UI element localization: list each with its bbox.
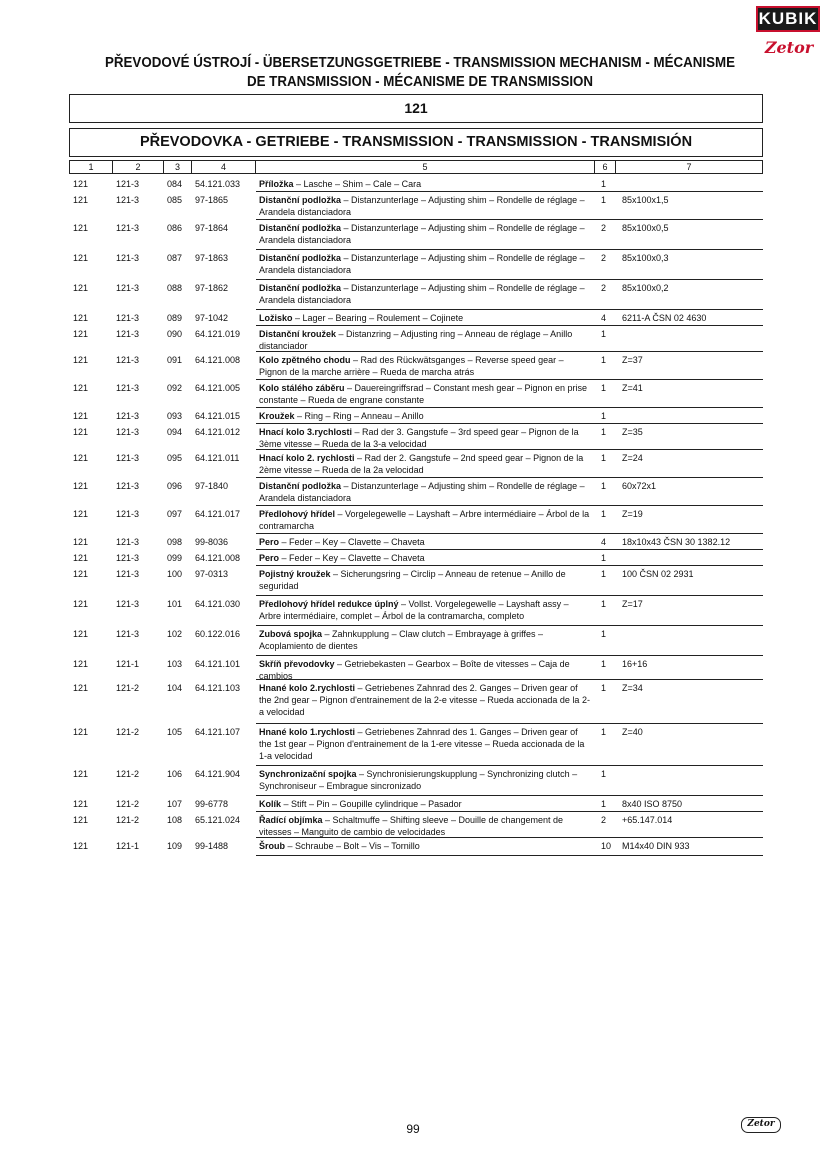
part-number-cell: 64.121.030 xyxy=(195,599,241,609)
subgroup-cell: 121-3 xyxy=(116,179,140,189)
quantity-cell: 1 xyxy=(601,383,607,393)
note-cell: M14x40 DIN 933 xyxy=(622,841,690,851)
subgroup-cell: 121-3 xyxy=(116,509,140,519)
col-header-5: 5 xyxy=(256,161,595,173)
position-cell: 085 xyxy=(167,195,183,205)
description-czech: Synchronizační spojka xyxy=(259,769,357,779)
description-translations: – Synchronisierungskupplung – Synchronizing clutch – Synchroniseur – Embrague sincronizado xyxy=(259,769,578,791)
subgroup-cell: 121-3 xyxy=(116,223,140,233)
quantity-cell: 1 xyxy=(601,683,607,693)
subgroup-cell: 121-3 xyxy=(116,569,140,579)
description-czech: Distanční podložka xyxy=(259,253,342,263)
quantity-cell: 2 xyxy=(601,815,607,825)
table-row xyxy=(69,280,763,310)
description-cell xyxy=(259,222,591,246)
position-cell: 084 xyxy=(167,179,183,189)
footer-zetor-logo: Zetor xyxy=(741,1117,781,1133)
description-cell xyxy=(259,628,591,652)
note-cell: 85x100x0,5 xyxy=(622,223,669,233)
description-translations: – Distanzring – Adjusting ring – Anneau de réglage – Anillo distanciador xyxy=(259,329,573,351)
position-cell: 101 xyxy=(167,599,183,609)
note-cell: 85x100x1,5 xyxy=(622,195,669,205)
page-number: 99 xyxy=(406,1122,420,1136)
table-row xyxy=(69,176,763,192)
quantity-cell: 1 xyxy=(601,553,607,563)
note-cell: Z=17 xyxy=(622,599,643,609)
group-cell: 121 xyxy=(73,481,89,491)
table-row xyxy=(69,656,763,680)
table-row xyxy=(69,424,763,450)
part-number-cell: 97-1042 xyxy=(195,313,229,323)
description-czech: Kolík xyxy=(259,799,282,809)
position-cell: 102 xyxy=(167,629,183,639)
quantity-cell: 1 xyxy=(601,329,607,339)
subgroup-cell: 121-3 xyxy=(116,599,140,609)
subgroup-cell: 121-2 xyxy=(116,815,140,825)
description-translations: – Rad des Rückwätsganges – Reverse speed gear – Pignon de la marche arrière – Rueda de marcha atrás xyxy=(259,355,564,377)
subgroup-cell: 121-3 xyxy=(116,355,140,365)
quantity-cell: 1 xyxy=(601,769,607,779)
group-cell: 121 xyxy=(73,179,89,189)
part-number-cell: 64.121.008 xyxy=(195,355,241,365)
position-cell: 103 xyxy=(167,659,183,669)
table-row xyxy=(69,724,763,766)
note-cell: 16+16 xyxy=(622,659,648,669)
description-translations: – Distanzunterlage – Adjusting shim – Rondelle de réglage – Arandela distanciadora xyxy=(259,195,585,217)
position-cell: 106 xyxy=(167,769,183,779)
note-cell: 100 ČSN 02 2931 xyxy=(622,569,694,579)
table-row xyxy=(69,326,763,352)
table-row xyxy=(69,812,763,838)
note-cell: Z=35 xyxy=(622,427,643,437)
description-cell xyxy=(259,726,591,762)
description-translations: – Sicherungsring – Circlip – Anneau de retenue – Anillo de seguridad xyxy=(259,569,566,591)
description-cell xyxy=(259,798,591,810)
note-cell: Z=24 xyxy=(622,453,643,463)
subgroup-cell: 121-3 xyxy=(116,453,140,463)
col-header-2: 2 xyxy=(113,161,164,173)
description-translations: – Feder – Key – Clavette – Chaveta xyxy=(279,553,425,563)
quantity-cell: 1 xyxy=(601,453,607,463)
parts-table xyxy=(69,176,763,856)
quantity-cell: 2 xyxy=(601,253,607,263)
group-cell: 121 xyxy=(73,769,89,779)
note-cell: 60x72x1 xyxy=(622,481,657,491)
description-translations: – Vorgelegewelle – Layshaft – Arbre intermédiaire – Árbol de la contramarcha xyxy=(259,509,590,531)
table-row xyxy=(69,626,763,656)
quantity-cell: 1 xyxy=(601,509,607,519)
quantity-cell: 1 xyxy=(601,411,607,421)
description-cell xyxy=(259,312,591,324)
subgroup-cell: 121-2 xyxy=(116,683,140,693)
description-cell xyxy=(259,568,591,592)
group-cell: 121 xyxy=(73,283,89,293)
quantity-cell: 1 xyxy=(601,355,607,365)
description-translations: – Distanzunterlage – Adjusting shim – Rondelle de réglage – Arandela distanciadora xyxy=(259,481,585,503)
subgroup-cell: 121-3 xyxy=(116,383,140,393)
quantity-cell: 1 xyxy=(601,659,607,669)
position-cell: 105 xyxy=(167,727,183,737)
part-number-cell: 64.121.107 xyxy=(195,727,241,737)
note-cell: Z=40 xyxy=(622,727,643,737)
position-cell: 100 xyxy=(167,569,183,579)
subgroup-cell: 121-3 xyxy=(116,283,140,293)
table-row xyxy=(69,310,763,326)
note-cell: 18x10x43 ČSN 30 1382.12 xyxy=(622,537,731,547)
group-cell: 121 xyxy=(73,569,89,579)
description-translations: – Rad der 3. Gangstufe – 3rd speed gear – Pignon de la 3ème vitesse – Rueda de la 3-a velocidad xyxy=(259,427,579,449)
description-cell xyxy=(259,452,591,476)
section-subtitle: PŘEVODOVKA - GETRIEBE - TRANSMISSION - TRANSMISSION - TRANSMISIÓN xyxy=(69,128,763,157)
table-row xyxy=(69,408,763,424)
position-cell: 089 xyxy=(167,313,183,323)
description-translations: – Schraube – Bolt – Vis – Tornillo xyxy=(285,841,420,851)
description-cell xyxy=(259,178,591,190)
subgroup-cell: 121-3 xyxy=(116,411,140,421)
description-czech: Distanční podložka xyxy=(259,481,342,491)
quantity-cell: 1 xyxy=(601,629,607,639)
description-czech: Předlohový hřídel xyxy=(259,509,336,519)
position-cell: 095 xyxy=(167,453,183,463)
note-cell: Z=37 xyxy=(622,355,643,365)
subgroup-cell: 121-2 xyxy=(116,727,140,737)
position-cell: 098 xyxy=(167,537,183,547)
quantity-cell: 2 xyxy=(601,283,607,293)
position-cell: 097 xyxy=(167,509,183,519)
description-czech: Kolo stálého záběru xyxy=(259,383,345,393)
table-row xyxy=(69,566,763,596)
group-cell: 121 xyxy=(73,313,89,323)
table-row xyxy=(69,766,763,796)
subgroup-cell: 121-3 xyxy=(116,195,140,205)
description-translations: – Feder – Key – Clavette – Chaveta xyxy=(279,537,425,547)
description-czech: Distanční podložka xyxy=(259,223,342,233)
row-divider xyxy=(256,855,763,856)
group-cell: 121 xyxy=(73,599,89,609)
quantity-cell: 1 xyxy=(601,799,607,809)
group-cell: 121 xyxy=(73,329,89,339)
col-header-4: 4 xyxy=(192,161,256,173)
part-number-cell: 64.121.015 xyxy=(195,411,241,421)
description-cell xyxy=(259,536,591,548)
part-number-cell: 97-1864 xyxy=(195,223,229,233)
group-cell: 121 xyxy=(73,355,89,365)
description-translations: – Vollst. Vorgelegewelle – Layshaft assy – Arbre intermédiaire, complet – Árbol de la contramarcha, completo xyxy=(259,599,569,621)
description-translations: – Zahnkupplung – Claw clutch – Embrayage à griffes – Acoplamiento de dientes xyxy=(259,629,543,651)
group-cell: 121 xyxy=(73,253,89,263)
description-czech: Distanční podložka xyxy=(259,195,342,205)
description-czech: Řadící objímka xyxy=(259,815,323,825)
position-cell: 086 xyxy=(167,223,183,233)
subgroup-cell: 121-3 xyxy=(116,313,140,323)
quantity-cell: 1 xyxy=(601,599,607,609)
note-cell: 85x100x0,2 xyxy=(622,283,669,293)
table-row xyxy=(69,450,763,478)
description-translations: – Getriebenes Zahnrad des 2. Ganges – Driven gear of the 2nd gear – Pignon d'entrainement de la 2-e vitesse – Rueda accionada de la 2-a velocidad xyxy=(259,683,590,717)
description-czech: Distanční podložka xyxy=(259,283,342,293)
description-czech: Hnací kolo 2. rychlosti xyxy=(259,453,355,463)
group-cell: 121 xyxy=(73,453,89,463)
group-cell: 121 xyxy=(73,509,89,519)
description-czech: Ložisko xyxy=(259,313,293,323)
description-cell xyxy=(259,354,591,378)
subgroup-cell: 121-3 xyxy=(116,427,140,437)
description-cell xyxy=(259,840,591,852)
subgroup-cell: 121-2 xyxy=(116,799,140,809)
group-cell: 121 xyxy=(73,553,89,563)
table-row xyxy=(69,478,763,506)
description-cell xyxy=(259,682,591,718)
quantity-cell: 1 xyxy=(601,569,607,579)
description-translations: – Getriebenes Zahnrad des 1. Ganges – Driven gear of the 1st gear – Pignon d'entrainement de la 1-ere vitesse – Rueda accionada de la 1-a velocidad xyxy=(259,727,585,761)
table-row xyxy=(69,220,763,250)
col-header-7: 7 xyxy=(686,162,692,172)
description-translations: – Distanzunterlage – Adjusting shim – Rondelle de réglage – Arandela distanciadora xyxy=(259,283,585,305)
table-row xyxy=(69,192,763,220)
part-number-cell: 99-6778 xyxy=(195,799,229,809)
subgroup-cell: 121-3 xyxy=(116,253,140,263)
group-number-box: 121 xyxy=(69,94,763,123)
zetor-logo: Zetor xyxy=(764,38,814,57)
table-row xyxy=(69,506,763,534)
description-czech: Kroužek xyxy=(259,411,295,421)
table-row xyxy=(69,838,763,856)
quantity-cell: 1 xyxy=(601,179,607,189)
part-number-cell: 54.121.033 xyxy=(195,179,241,189)
group-cell: 121 xyxy=(73,629,89,639)
description-cell xyxy=(259,382,591,406)
subgroup-cell: 121-3 xyxy=(116,329,140,339)
note-cell: 85x100x0,3 xyxy=(622,253,669,263)
description-czech: Pero xyxy=(259,537,280,547)
col-header-1: 1 xyxy=(70,161,113,173)
description-translations: – Lasche – Shim – Cale – Cara xyxy=(293,179,422,189)
group-cell: 121 xyxy=(73,427,89,437)
position-cell: 091 xyxy=(167,355,183,365)
part-number-cell: 97-0313 xyxy=(195,569,229,579)
description-czech: Příložka xyxy=(259,179,294,189)
position-cell: 109 xyxy=(167,841,183,851)
position-cell: 094 xyxy=(167,427,183,437)
part-number-cell: 97-1840 xyxy=(195,481,229,491)
position-cell: 087 xyxy=(167,253,183,263)
note-cell: Z=19 xyxy=(622,509,643,519)
description-cell xyxy=(259,426,591,450)
table-row xyxy=(69,380,763,408)
part-number-cell: 64.121.008 xyxy=(195,553,241,563)
description-czech: Skříň převodovky xyxy=(259,659,335,669)
description-cell xyxy=(259,814,591,838)
table-row xyxy=(69,550,763,566)
description-translations: – Distanzunterlage – Adjusting shim – Rondelle de réglage – Arandela distanciadora xyxy=(259,253,585,275)
description-translations: – Getriebekasten – Gearbox – Boîte de vitesses – Caja de cambios xyxy=(259,659,570,681)
subgroup-cell: 121-3 xyxy=(116,481,140,491)
note-cell: +65.147.014 xyxy=(622,815,673,825)
part-number-cell: 99-8036 xyxy=(195,537,229,547)
description-czech: Předlohový hřídel redukce úplný xyxy=(259,599,399,609)
description-czech: Hnané kolo 2.rychlosti xyxy=(259,683,356,693)
group-cell: 121 xyxy=(73,799,89,809)
description-czech: Pero xyxy=(259,553,280,563)
position-cell: 099 xyxy=(167,553,183,563)
quantity-cell: 4 xyxy=(601,537,607,547)
position-cell: 096 xyxy=(167,481,183,491)
description-cell xyxy=(259,508,591,532)
part-number-cell: 64.121.017 xyxy=(195,509,241,519)
subgroup-cell: 121-3 xyxy=(116,629,140,639)
description-czech: Distanční kroužek xyxy=(259,329,337,339)
description-translations: – Rad der 2. Gangstufe – 2nd speed gear – Pignon de la 2ème vitesse – Rueda de la 2a velocidad xyxy=(259,453,584,475)
part-number-cell: 99-1488 xyxy=(195,841,229,851)
part-number-cell: 65.121.024 xyxy=(195,815,241,825)
group-cell: 121 xyxy=(73,537,89,547)
description-translations: – Distanzunterlage – Adjusting shim – Rondelle de réglage – Arandela distanciadora xyxy=(259,223,585,245)
table-row xyxy=(69,352,763,380)
note-cell: Z=41 xyxy=(622,383,643,393)
part-number-cell: 97-1865 xyxy=(195,195,229,205)
quantity-cell: 1 xyxy=(601,427,607,437)
description-czech: Hnací kolo 3.rychlosti xyxy=(259,427,353,437)
position-cell: 108 xyxy=(167,815,183,825)
part-number-cell: 64.121.005 xyxy=(195,383,241,393)
position-cell: 092 xyxy=(167,383,183,393)
description-cell xyxy=(259,328,591,352)
subgroup-cell: 121-1 xyxy=(116,841,140,851)
subgroup-cell: 121-3 xyxy=(116,553,140,563)
group-cell: 121 xyxy=(73,815,89,825)
col-header-6: 6 xyxy=(595,161,616,173)
description-cell xyxy=(259,282,591,306)
note-cell: Z=34 xyxy=(622,683,643,693)
part-number-cell: 64.121.012 xyxy=(195,427,241,437)
description-cell xyxy=(259,410,591,422)
page-title: PŘEVODOVÉ ÚSTROJÍ - ÜBERSETZUNGSGETRIEBE - TRANSMISSION MECHANISM - MÉCANISME DE TRANSMISSION - MÉCANISME DE TRANSMISSION xyxy=(105,55,735,90)
part-number-cell: 64.121.103 xyxy=(195,683,241,693)
description-translations: – Schaltmuffe – Shifting sleeve – Douille de changement de vitesses – Manguito de cambio de velocidades xyxy=(259,815,564,837)
description-translations: – Lager – Bearing – Roulement – Cojinete xyxy=(292,313,464,323)
part-number-cell: 64.121.011 xyxy=(195,453,240,463)
subgroup-cell: 121-1 xyxy=(116,659,140,669)
note-cell: 6211-A ČSN 02 4630 xyxy=(622,313,707,323)
description-cell xyxy=(259,552,591,564)
part-number-cell: 64.121.101 xyxy=(195,659,241,669)
position-cell: 088 xyxy=(167,283,183,293)
quantity-cell: 1 xyxy=(601,727,607,737)
quantity-cell: 1 xyxy=(601,195,607,205)
part-number-cell: 64.121.904 xyxy=(195,769,241,779)
quantity-cell: 10 xyxy=(601,841,612,851)
description-czech: Šroub xyxy=(259,841,285,851)
col-header-3: 3 xyxy=(164,161,192,173)
subgroup-cell: 121-3 xyxy=(116,537,140,547)
position-cell: 107 xyxy=(167,799,183,809)
kubik-logo: KUBIK xyxy=(756,6,820,32)
description-czech: Pojistný kroužek xyxy=(259,569,331,579)
column-header xyxy=(69,160,763,174)
group-cell: 121 xyxy=(73,195,89,205)
description-czech: Zubová spojka xyxy=(259,629,323,639)
position-cell: 093 xyxy=(167,411,183,421)
part-number-cell: 97-1862 xyxy=(195,283,229,293)
table-row xyxy=(69,680,763,724)
position-cell: 104 xyxy=(167,683,183,693)
position-cell: 090 xyxy=(167,329,183,339)
description-czech: Hnané kolo 1.rychlosti xyxy=(259,727,356,737)
table-row xyxy=(69,250,763,280)
group-cell: 121 xyxy=(73,659,89,669)
description-cell xyxy=(259,480,591,504)
group-cell: 121 xyxy=(73,683,89,693)
group-cell: 121 xyxy=(73,727,89,737)
description-translations: – Ring – Ring – Anneau – Anillo xyxy=(294,411,424,421)
group-cell: 121 xyxy=(73,411,89,421)
description-translations: – Stift – Pin – Goupille cylindrique – Pasador xyxy=(281,799,462,809)
quantity-cell: 1 xyxy=(601,481,607,491)
table-row xyxy=(69,534,763,550)
group-cell: 121 xyxy=(73,383,89,393)
description-cell xyxy=(259,194,591,218)
subgroup-cell: 121-2 xyxy=(116,769,140,779)
table-row xyxy=(69,596,763,626)
quantity-cell: 4 xyxy=(601,313,607,323)
part-number-cell: 97-1863 xyxy=(195,253,229,263)
part-number-cell: 64.121.019 xyxy=(195,329,241,339)
description-translations: – Dauereingriffsrad – Constant mesh gear – Pignon en prise constante – Rueda de engrane constante xyxy=(259,383,587,405)
quantity-cell: 2 xyxy=(601,223,607,233)
group-cell: 121 xyxy=(73,841,89,851)
table-row xyxy=(69,796,763,812)
description-cell xyxy=(259,598,591,622)
part-number-cell: 60.122.016 xyxy=(195,629,241,639)
note-cell: 8x40 ISO 8750 xyxy=(622,799,683,809)
description-cell xyxy=(259,768,591,792)
group-cell: 121 xyxy=(73,223,89,233)
description-cell xyxy=(259,252,591,276)
kubik-zetor-logo xyxy=(756,6,822,62)
description-czech: Kolo zpětného chodu xyxy=(259,355,351,365)
